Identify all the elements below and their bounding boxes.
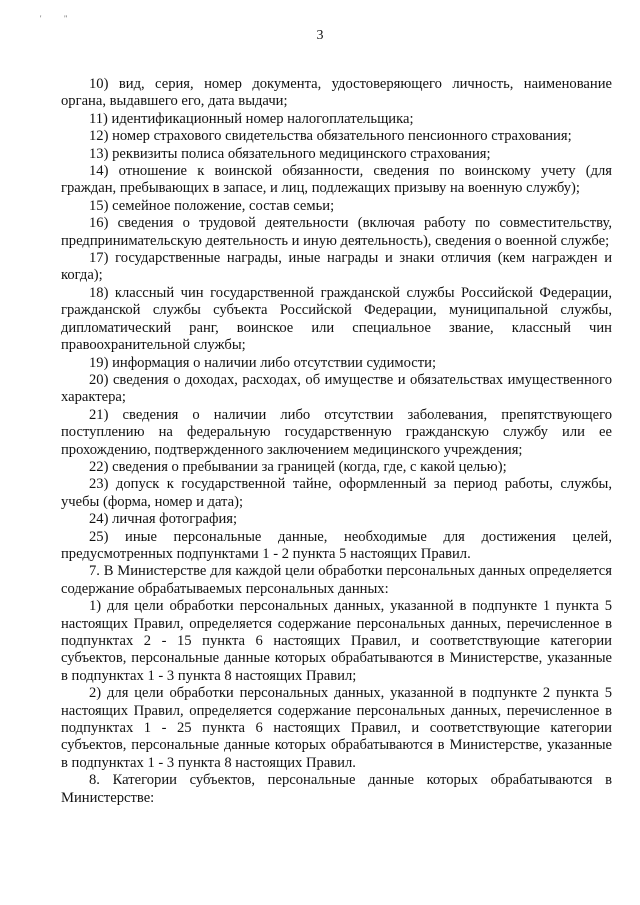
page-number: 3 xyxy=(316,28,324,43)
paragraph-24: 24) личная фотография; xyxy=(89,511,238,528)
paragraph-13: 13) реквизиты полиса обязательного медицинского страхования; xyxy=(89,145,491,162)
paragraph-12: 12) номер страхового свидетельства обязательного пенсионного страхования; xyxy=(89,128,572,145)
paragraph-10: 10) вид, серия, номер документа, удостоверяющего личность, наименование органа, выдавшего его, дата выдачи; xyxy=(61,76,612,110)
section-7-item-1: 1) для цели обработки персональных данных, указанной в подпункте 1 пункта 5 настоящих Правил, определяется содержание персональных данных, перечисленное в подпунктах 2 - 15 пункта 6 настоящих Правил, и соответствующие категории субъектов, персональные данные которых обрабатываются в Министерстве, указанные в подпунктах 1 - 3 пункта 8 настоящих Правил; xyxy=(61,598,612,684)
paragraph-23: 23) допуск к государственной тайне, оформленный за период работы, службы, учебы (форма, номер и дата); xyxy=(61,476,612,510)
document-body xyxy=(61,76,612,807)
paragraph-20: 20) сведения о доходах, расходах, об имуществе и обязательствах имущественного характера; xyxy=(61,371,612,406)
paragraph-17: 17) государственные награды, иные награды и знаки отличия (кем награжден и когда); xyxy=(61,250,612,284)
paragraph-15: 15) семейное положение, состав семьи; xyxy=(89,197,335,214)
paragraph-22: 22) сведения о пребывании за границей (когда, где, с какой целью); xyxy=(89,458,507,475)
section-7-item-2: 2) для цели обработки персональных данных, указанной в подпункте 2 пункта 5 настоящих Правил, определяется содержание персональных данных, перечисленное в подпунктах 1 - 25 пункта 6 настоящих Правил, и соответствующие категории субъектов, персональные данные которых обрабатываются в Министерстве, указанные в подпунктах 1 - 3 пункта 8 настоящих Правил. xyxy=(61,685,612,771)
paragraph-18: 18) классный чин государственной гражданской службы Российской Федерации, гражданской службы субъекта Российской Федерации, муниципальной службы, дипломатический ранг, воинское или специальное звание, классный чин правоохранительной службы; xyxy=(61,284,612,354)
paragraph-19: 19) информация о наличии либо отсутствии судимости; xyxy=(89,354,436,371)
paragraph-21: 21) сведения о наличии либо отсутствии заболевания, препятствующего поступлению на федеральную государственную гражданскую службу или ее прохождению, подтвержденного заключением медицинского учреждения; xyxy=(61,406,612,458)
scan-mark: ' xyxy=(40,14,42,23)
scan-mark: " xyxy=(64,14,68,23)
paragraph-11: 11) идентификационный номер налогоплательщика; xyxy=(89,110,414,127)
paragraph-25: 25) иные персональные данные, необходимые для достижения целей, предусмотренных подпунктами 1 - 2 пункта 5 настоящих Правил. xyxy=(61,528,612,562)
section-8: 8. Категории субъектов, персональные данные которых обрабатываются в Министерстве: xyxy=(61,772,612,806)
section-7: 7. В Министерстве для каждой цели обработки персональных данных определяется содержание обрабатываемых персональных данных: xyxy=(61,563,612,597)
paragraph-14: 14) отношение к воинской обязанности, сведения по воинскому учету (для граждан, пребывающих в запасе, и лиц, подлежащих призыву на военную службу); xyxy=(61,163,612,197)
paragraph-16: 16) сведения о трудовой деятельности (включая работу по совместительству, предпринимательскую деятельность и иную деятельность), сведения о военной службе; xyxy=(61,215,612,249)
